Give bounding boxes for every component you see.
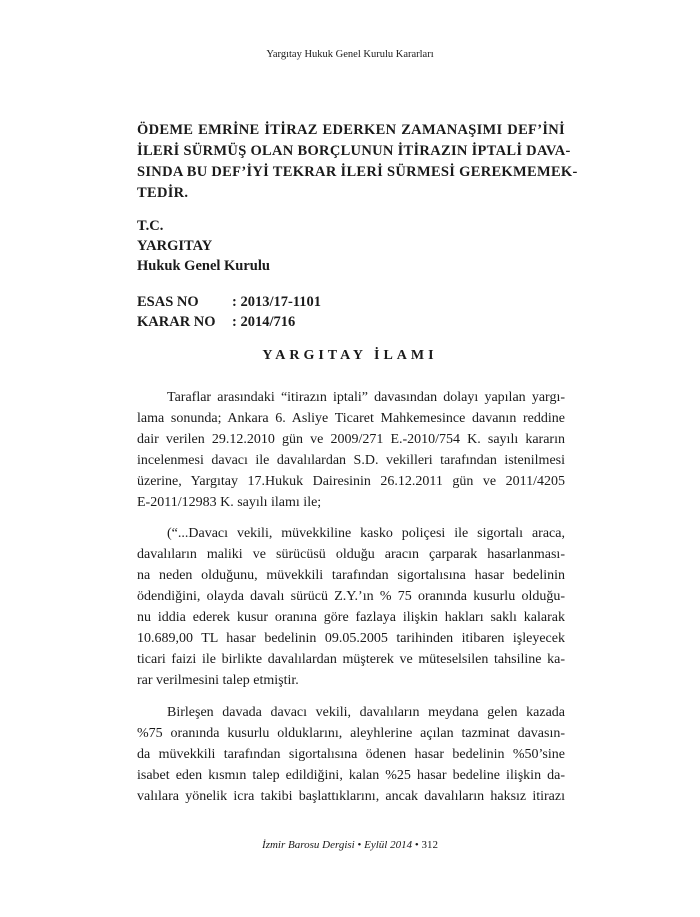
text-line: valılara yönelik icra takibi başlattıklarını, ancak davalıların haksız itirazı — [137, 789, 565, 804]
page-footer — [0, 839, 700, 851]
karar-label: KARAR NO — [137, 314, 216, 330]
esas-label: ESAS NO — [137, 294, 199, 310]
text-line: Taraflar arasındaki “itirazın iptali” davasından dolayı yapılan yargı- — [167, 390, 565, 405]
court-name: YARGITAY — [137, 238, 213, 254]
issue-date: Eylül 2014 — [364, 839, 413, 851]
text-line: %75 oranında kusurlu olduklarını, aleyhlerine açılan tazminat davasın- — [137, 726, 565, 741]
esas-no — [137, 292, 565, 312]
text-line: Birleşen davada davacı vekili, davalıların meydana gelen kazada — [167, 705, 565, 720]
text-line: 10.689,00 TL hasar bedelinin 09.05.2005 tarihinden itibaren işleyecek — [137, 631, 565, 646]
title-line: SINDA BU DEF’İYİ TEKRAR İLERİ SÜRMESİ GEREKMEMEK- — [137, 164, 578, 180]
karar-value: : 2014/716 — [232, 314, 296, 330]
title-line: TEDİR. — [137, 185, 189, 201]
page-number: 312 — [421, 839, 438, 851]
esas-value: : 2013/17-1101 — [232, 294, 322, 310]
court-tc: T.C. — [137, 218, 164, 234]
separator: • — [414, 839, 419, 851]
text-line: na neden olduğunu, müvekkili tarafından sigortalısına hasar bedelinin — [137, 568, 565, 583]
court-chamber: Hukuk Genel Kurulu — [137, 258, 270, 274]
karar-no — [137, 312, 565, 332]
separator: • — [357, 839, 362, 851]
journal-name: İzmir Barosu Dergisi — [262, 839, 355, 851]
text-line: incelenmesi davacı ile davalılardan S.D. vekilleri tarafından istenilmesi — [137, 453, 565, 468]
running-header: Yargıtay Hukuk Genel Kurulu Kararları — [266, 49, 434, 60]
text-line: üzerine, Yargıtay 17.Hukuk Dairesinin 26.12.2011 gün ve 2011/4205 — [137, 474, 565, 489]
text-line: (“...Davacı vekili, müvekkiline kasko poliçesi ile sigortalı araca, — [167, 526, 565, 541]
text-line: nu iddia ederek kusur oranına göre fazlaya ilişkin hakları saklı kalarak — [137, 610, 565, 625]
title-line: ÖDEME EMRİNE İTİRAZ EDERKEN ZAMANAŞIMI DEF’İNİ — [137, 122, 565, 138]
section-title: YARGITAY İLAMI — [262, 348, 438, 363]
title-line: İLERİ SÜRMÜŞ OLAN BORÇLUNUN İTİRAZIN İPTALİ DAVA- — [137, 143, 571, 159]
text-line: rar verilmesini talep etmiştir. — [137, 673, 299, 688]
text-line: davalıların maliki ve sürücüsü olduğu aracın çarparak hasarlanması- — [137, 547, 565, 562]
text-line: ticari faizi ile birlikte davalılardan müşterek ve müteselsilen tahsiline ka- — [137, 652, 565, 667]
text-line: E-2011/12983 K. sayılı ilamı ile; — [137, 495, 322, 510]
text-line: lama sonunda; Ankara 6. Asliye Ticaret Mahkemesince davanın reddine — [137, 411, 565, 426]
text-line: isabet eden kısmın talep edildiğini, kalan %25 hasar bedeline ilişkin da- — [137, 768, 565, 783]
text-line: da müvekkili tarafından sigortalısına ödenen hasar bedelinin %50’sine — [137, 747, 565, 762]
text-line: ödendiğini, olayda davalı sürücü Z.Y.’ın % 75 oranında kusurlu olduğu- — [137, 589, 565, 604]
text-line: dair verilen 29.12.2010 gün ve 2009/271 E.-2010/754 K. sayılı kararın — [137, 432, 565, 447]
